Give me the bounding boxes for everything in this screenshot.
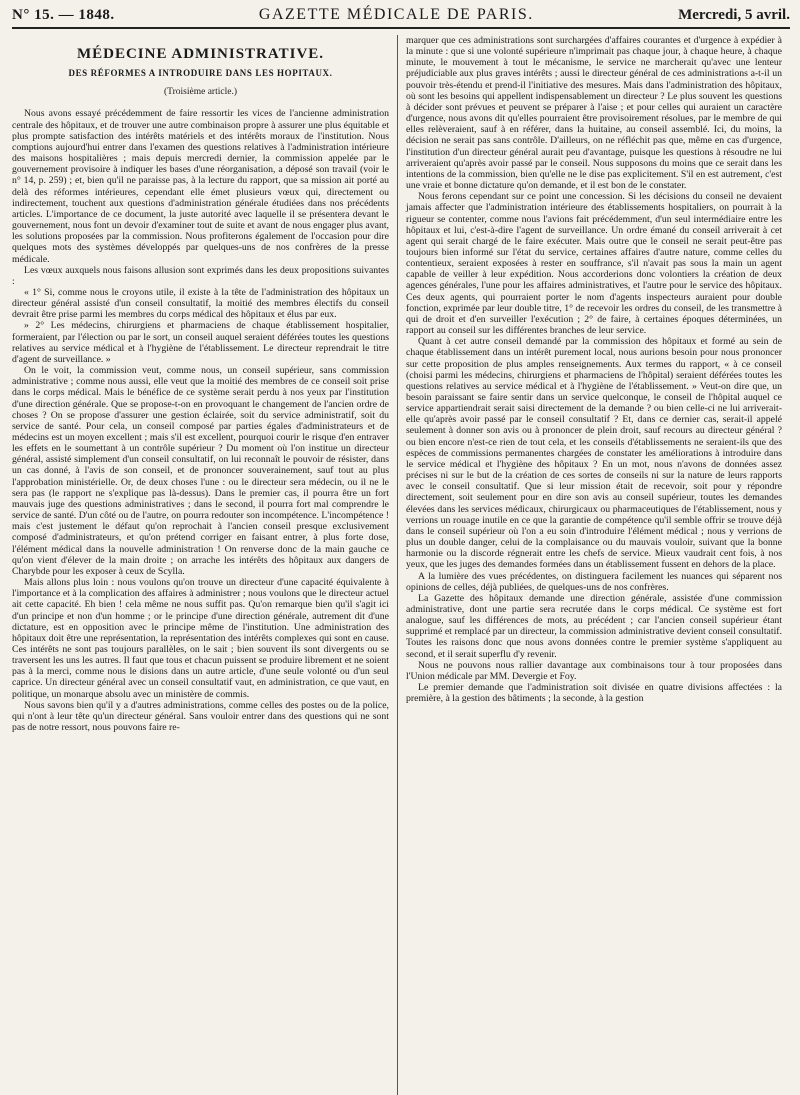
right-column: [397, 35, 782, 1095]
article-title: DES RÉFORMES A INTRODUIRE DANS LES HOPITAUX.: [68, 68, 333, 79]
masthead: [12, 6, 790, 29]
article-part: (Troisième article.): [164, 87, 237, 98]
paragraph: Mais allons plus loin : nous voulons qu'on trouve un directeur d'une capacité équivalente à l'importance et à la complication des affaires à administrer ; nous voulons que le directeur actuel ait cette capacité. Eh bien ! cela même ne nous suffit pas. Qu'on remarque bien qu'il s'agit ici d'un principe et non d'un homme ; or le principe d'une direction générale, autrement dit d'une dictature, est en opposition avec le principe même de l'institution. Une administration des hôpitaux doit être une représentation, la représentation des intérêts complexes qui sont en cause. Ces intérêts ne sont pas toujours parallèles, on le sait ; bien souvent ils sont divergents ou se traversent les uns les autres. Il faut que tous et chacun puissent se produire librement et ne soient pas à la merci, comme nous le disions dans un autre article, d'une seule volonté ou d'un seul caprice. Un directeur général avec un conseil consultatif vaut, en administration, ce que vaut, en politique, un monarque absolu avec un ministère de commis.: [12, 577, 389, 700]
paragraph: Nous savons bien qu'il y a d'autres administrations, comme celles des postes ou de la police, qui n'ont à leur tête qu'un directeur général. Sans vouloir entrer dans des questions qui ne sont pas de notre ressort, nous pouvons faire re-: [12, 699, 389, 734]
article-columns: [12, 35, 790, 1095]
paragraph: Nous avons essayé précédemment de faire ressortir les vices de l'ancienne administration centrale des hôpitaux, et de trouver une autre combinaison propre à assurer une plus équitable et plus prompte satisfaction des intérêts matériels et des intérêts moraux de l'institution. Nous comptions aujourd'hui entrer dans l'examen des questions relatives à l'administration intérieure des maisons hospitalières ; mais depuis mercredi dernier, la commission appelée par le gouvernement provisoire à indiquer les bases d'une réorganisation, a déposé son travail (voir le n° 14, p. 259) ; et, bien qu'il ne paraisse pas, à la lecture du rapport, que sa mission ait porté au delà des réformes intérieures, cependant elle émet plusieurs vœux qui, directement ou indirectement, touchent aux questions d'administration générale étudiées dans nos précédents articles. L'importance de ce document, la juste autorité avec laquelle il se présentera devant le gouvernement, nous font un devoir d'examiner tout de suite et avant de nous engager plus avant, les solutions proposées par la commission. Nous profiterons également de l'occasion pour dire quelques mots des systèmes développés par quelques-uns de nos confrères de la presse médicale.: [12, 108, 389, 265]
paper-title: GAZETTE MÉDICALE DE PARIS.: [258, 6, 534, 23]
quoted-proposition: « 1° Si, comme nous le croyons utile, il existe à la tête de l'administration des hôpitaux un directeur général assisté d'un conseil consultatif, la moitié des membres électifs du conseil devrait être prise parmi les membres du corps médical des hôpitaux et élus par eux.: [12, 286, 389, 321]
paragraph: On le voit, la commission veut, comme nous, un conseil supérieur, sans commission administrative ; comme nous aussi, elle veut que la moitié des membres de ce conseil soit prise dans le corps médical. Mais le bénéfice de ce système serait perdu à nos yeux par l'institution d'une direction générale. Que se propose-t-on en provoquant le changement de l'ancien ordre de choses ? On se propose d'assurer une gestion éclairée, soit du service administratif, soit du service de santé. Pour cela, un conseil composé par parties égales d'administrateurs et de médecins est un moyen excellent ; mais s'il est excellent, pourquoi courir le risque d'en entraver les effets en le soumettant à un contrôle supérieur ? Du moment où l'on institue un directeur général, assisté simplement d'un conseil consultatif, on lui reconnaît le pouvoir de résister, dans un cas donné, à l'avis de son conseil, et de prononcer souverainement, sauf tout au plus l'approbation ministérielle. Or, de deux choses l'une : ou le directeur sera médecin, ou il ne le sera pas (le rapport ne s'explique pas là-dessus). Dans le premier cas, il pourra être un fort mauvais juge des questions administratives ; dans le second, il pourra fort mal comprendre le service de santé. D'un côté ou de l'autre, on pourra redouter son incompétence. L'incompétence ! mais c'est justement le défaut qu'on reprochait à l'ancien conseil presque exclusivement composé d'administrateurs, et qu'on prétend corriger en faisant entrer, à plus forte dose, l'élément médical dans la nouvelle administration ! On renverse donc de la main gauche ce qu'on vient d'élever de la main droite ; on arrache les intérêts des hôpitaux aux dangers de Charybde pour les exposer à ceux de Scylla.: [12, 365, 389, 577]
issue-number: N° 15. — 1848.: [12, 7, 115, 23]
issue-date: Mercredi, 5 avril.: [678, 7, 790, 23]
paragraph: Les vœux auxquels nous faisons allusion sont exprimés dans les deux propositions suivantes :: [12, 264, 389, 287]
section-title: MÉDECINE ADMINISTRATIVE.: [76, 46, 325, 62]
paragraph: Nous ferons cependant sur ce point une concession. Si les décisions du conseil ne devaient jamais affecter que l'administration intérieure des établissements hospitaliers, on pourrait à la rigueur se contenter, comme nous l'avions fait précédemment, d'un seul intermédiaire entre les hôpitaux et lui, c'est-à-dire l'agent de surveillance. Un ordre émané du conseil arriverait à cet agent qui serait chargé de le faire exécuter. Mais outre que le conseil ne serait peut-être pas toujours bien informé sur l'état du service, certaines affaires d'autre nature, comme celles du contentieux, seraient exposées à rester en souffrance, s'il n'avait pas sous la main un agent capable de veiller à leur expédition. Nous accorderions donc volontiers la création de deux agences générales, l'une pour les affaires administratives, et l'autre pour le service des hôpitaux. Ces deux agents, qui pourraient porter le nom d'agents inspecteurs auraient pour double fonction, exprimée par leur double titre, 1° de recevoir les ordres du conseil, de les transmettre à qui de droit et d'en surveiller l'exécution ; 2° de faire, à certaines époques déterminées, un rapport au conseil sur les différentes branches de leur service.: [406, 191, 782, 337]
paragraph: Nous ne pouvons nous rallier davantage aux combinaisons tour à tour proposées dans l'Union médicale par MM. Devergie et Foy.: [406, 659, 782, 682]
paragraph: Quant à cet autre conseil demandé par la commission des hôpitaux et formé au sein de chaque établissement dans un intérêt purement local, nous aurions besoin pour nous prononcer sur cette proposition de plus amples renseignements. Aux termes du rapport, « à ce conseil (choisi parmi les médecins, chirurgiens et pharmaciens de l'hôpital) seraient déférées toutes les questions relatives au service médical et à l'hygiène de l'établissement. » Veut-on dire que, un besoin paraissant se faire sentir dans un service quelconque, le conseil de l'hôpital auquel ce service appartiendrait serait saisi directement de la demande ? ou bien celle-ci ne lui arriverait-elle qu'après avoir passé par le conseil consultatif ? Et, dans ce dernier cas, serait-il appelé seulement à donner son avis ou à prononcer de plein droit, sauf recours au directeur général ? ou bien encore n'est-ce rien de tout cela, et les conseils d'établissements ne seraient-ils que des espèces de commissions permanentes chargées de constater les améliorations à introduire dans le service médical et l'hygiène des hôpitaux ? En un mot, nous n'avons de données assez précises ni sur le but de la création de ces sortes de conseils ni sur la nature de leurs rapports avec le conseil consultatif. Que si leur mission était de recevoir, soit pour y répondre directement, soit seulement pour en dire son avis au conseil supérieur, toutes les demandes élevées dans les services médicaux, chirurgicaux ou pharmaceutiques de l'établissement, nous y verrions un rouage inutile en ce que la garantie de compétence qu'il semble offrir se trouve déjà dans le conseil supérieur où l'on a eu soin d'introduire l'élément médical ; nous y verrions de plus un double danger, celui de la complaisance ou du mauvais vouloir, suivant que la bonne harmonie ou la discorde régnerait entre les chefs de service. Mieux vaudrait cent fois, à nos yeux, que les juges des demandes formées dans un établissement fussent en dehors de la place.: [406, 336, 782, 571]
paragraph: La Gazette des hôpitaux demande une direction générale, assistée d'une commission administrative, dont une partie sera recrutée dans le corps médical. Ce système est fort analogue, sauf les différences de mots, au précédent ; car l'ancien conseil supérieur étant supprimé et remplacé par un directeur, la commission administrative devient conseil consultatif. Toutes les raisons donc que nous avons données contre le premier système s'appliquent au second, et il serait superflu d'y revenir.: [406, 592, 782, 660]
left-column: [12, 35, 397, 1095]
paragraph: marquer que ces administrations sont surchargées d'affaires courantes et d'urgence à expédier à la minute : que si une volonté supérieure n'imprimait pas chaque jour, à chaque heure, à chaque minute, le mouvement à tout le mécanisme, le service ne marcherait qu'avec une lenteur préjudiciable aux plus graves intérêts ; aussi le directeur général de ces administrations a-t-il un pouvoir très-étendu et prend-il l'initiative des mesures. Mais dans l'administration des hôpitaux, où sont les besoins qui appellent indispensablement un directeur ? Le plus souvent les questions à décider sont prévues et peuvent se préparer à l'aise ; et pour celles qui auraient un caractère d'urgence, nous avons dit qu'elles pourraient être provisoirement résolues, par le membre de qui elles relèveraient, sauf à en référer, dans la huitaine, au conseil assemblé. Ici, du moins, la décision ne serait pas sans contrôle. D'ailleurs, on ne réfléchit pas que, même en cas d'urgence, l'institution d'un directeur général aurait peu d'avantage, puisque les questions à résoudre ne lui arriveraient qu'après avoir passé par le conseil. Nous supposons du moins que ce serait dans les intentions de la commission, bien qu'elle ne le dise pas explicitement. S'il en est autrement, c'est une vraie et bonne dictature qu'on demande, et il est bon de le constater.: [406, 35, 782, 192]
paragraph: Le premier demande que l'administration soit divisée en quatre divisions affectées : la première, à la gestion des bâtiments ; la seconde, à la gestion: [406, 682, 782, 705]
quoted-proposition: » 2° Les médecins, chirurgiens et pharmaciens de chaque établissement hospitalier, formeraient, par l'élection ou par le sort, un conseil auquel seraient déférées toutes les questions relatives au service médical et à l'hygiène de l'établissement. Le directeur reprendrait le titre d'agent de surveillance. »: [12, 320, 389, 365]
paragraph: A la lumière des vues précédentes, on distinguera facilement les nuances qui séparent nos opinions de celles, déjà publiées, de quelques-uns de nos confrères.: [406, 570, 782, 593]
